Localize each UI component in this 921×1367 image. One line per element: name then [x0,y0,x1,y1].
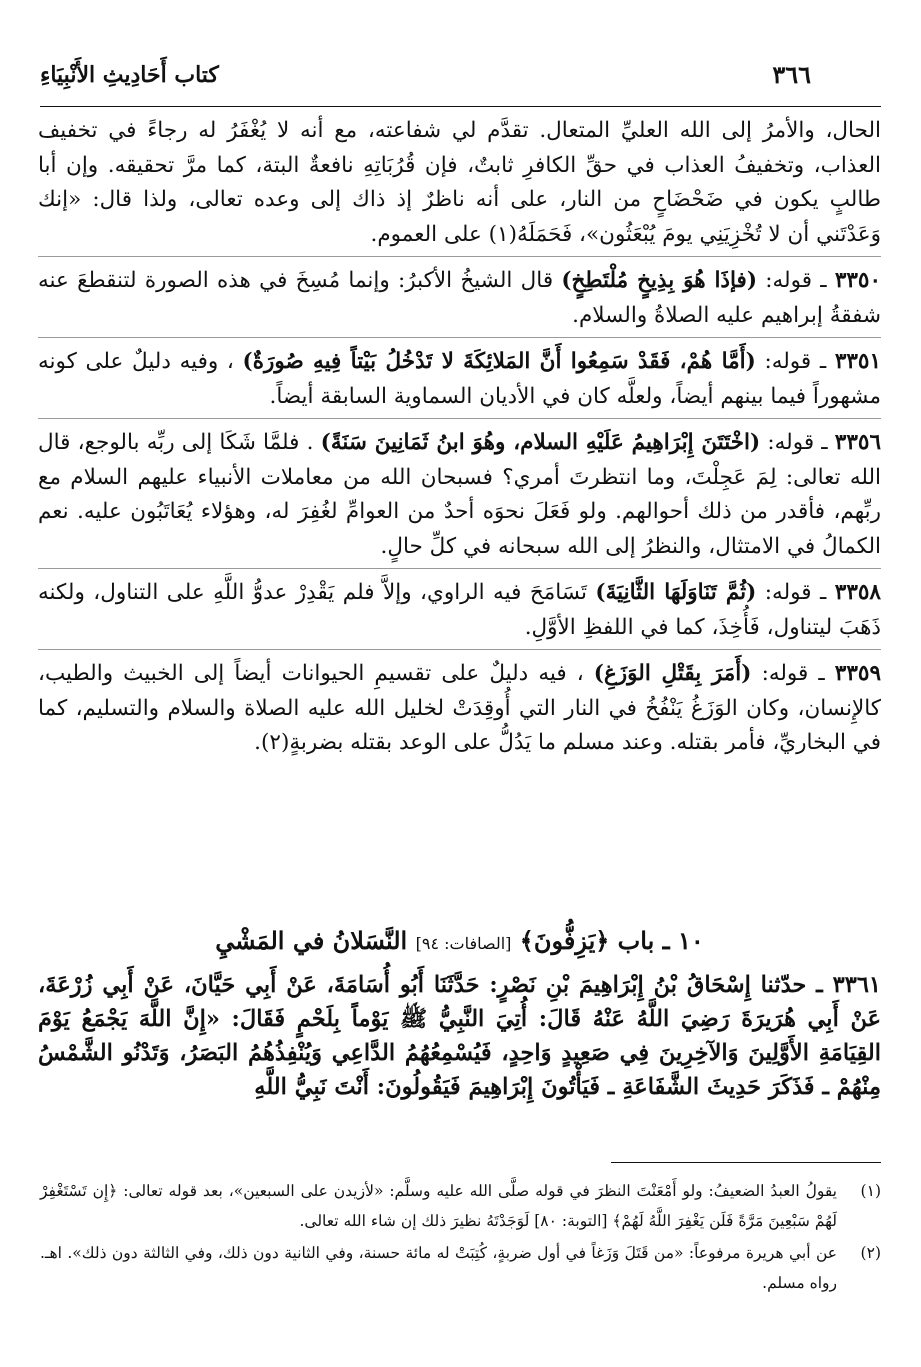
hadith-quote: (فإذَا هُوَ بِذِيخٍ مُلْتَطِخٍ) [561,268,758,293]
header-rule [40,106,881,107]
commentary-paragraph [38,337,881,414]
footnote-text: يقولُ العبدُ الضعيفُ: ولو أَمْعَنْتَ النظرَ في قوله صلَّى الله عليه وسلَّم: «لأزيدن على السبعين»، بعد قوله تعالى: ﴿إِن تَسْتَغْفِرْ لَهُمْ سَبْعِينَ مَرَّةً فَلَن يَغْفِرَ اللَّهُ لَهُمْ﴾ [التوبة: ٨٠] لَوَجَدْتَهُ نظيرَ ذلك إن شاء الله تعالى. [40,1182,837,1230]
commentary-paragraph [38,568,881,645]
footnote-text: عن أبي هريرة مرفوعاً: «من قَتَلَ وَزَغاً في أول ضربةٍ، كُتِبَتْ له مائة حسنة، وفي الثانية دون ذلك، وفي الثالثة دون ذلك». اهـ. رواه مسلم. [40,1244,837,1292]
hadith-quote: (اخْتَتَنَ إِبْرَاهِيمُ عَلَيْهِ السلام، وهُوَ ابنُ ثَمَانِينَ سَنَةً) [320,430,761,455]
quran-word: ﴿يَزِفُّونَ﴾ [519,926,610,955]
footnote-rule [611,1162,881,1163]
paragraph-number: ٣٣٥٠ [834,268,882,293]
paragraph-number: ٣٣٥١ [834,349,882,374]
chapter-title: النَّسَلانُ في المَشْيِ [215,926,408,955]
chapter-word: ـ باب [617,926,670,955]
paragraph-text: ، وفيه دليلٌ على كونه مشهوراً فيما بينهم أيضاً، ولعلَّه كان في الأديان السماوية السابقة أيضاً. [38,349,881,409]
quran-reference: [الصافات: ٩٤] [415,934,512,953]
footnote-marker: (٢) [860,1244,881,1262]
hadith-quote: (أَمَرَ بِقَتْلِ الوَزَغِ) [593,661,752,686]
hadith-quote: (ثُمَّ تَنَاوَلَهَا الثَّانِيَةَ) [595,580,757,605]
footnotes [40,1176,881,1300]
paragraph-text: قال الشيخُ الأكبرُ: وإنما مُسِخَ في هذه الصورة لتنقطعَ عنه شفقةُ إبراهيم عليه الصلاةُ والسلام. [38,268,881,328]
paragraph-number: ٣٣٥٩ [834,661,881,686]
chapter-number: ١٠ [678,926,704,955]
paragraph-label: ـ قوله: [767,430,828,455]
commentary-paragraph [38,256,881,333]
paragraph-text: ، فيه دليلٌ على تقسيمِ الحيوانات أيضاً إلى الخبيث والطيب، كالإِنسان، وكان الوَزَغُ يَنْفُخُ في النار التي أُوقِدَتْ لخليل الله عليه الصلاة والسلام والتسليم، كما في البخاريِّ، فأمر بقتله. وعند مسلم ما يَدُلُّ على الوعد بقتله بضربةٍ(٢). [38,661,881,755]
paragraph-text: تَسَامَحَ فيه الراوي، وإلاَّ فلم يَقْدِرْ عدوُّ اللَّهِ على التناول، ولكنه ذَهَبَ ليتناول، فَأُخِذَ، كما في اللفظِ الأوَّلِ. [38,580,881,640]
running-title: كتاب أَحَادِيثِ الأَنْبِيَاءِ [40,62,219,88]
footnote [40,1176,881,1236]
paragraph-label: ـ قوله: [761,661,825,686]
commentary-paragraph [38,649,881,761]
commentary-paragraph [38,418,881,564]
page-number: ٣٦٦ [772,60,811,89]
chapter-heading [38,918,881,964]
paragraph-text: . فلمَّا شَكَا إلى ربِّه بالوجع، قال الله تعالى: لِمَ عَجِلْتَ، وما انتظرتَ أمري؟ فسبحان الله من معاملات الأنبياء عليهم السلام مع ربِّهم، فأقدر من ذلك أحوالهم. ولو فَعَلَ نحوَه أحدٌ من العوامِّ لغُفِرَ له، وهؤلاء يُعَاتَبُون عليه. نعم الكمالُ في الامتثال، والنظرُ إلى الله سبحانه في كلِّ حالٍ. [38,430,881,559]
paragraph-number: ٣٣٥٦ [834,430,881,455]
footnote-marker: (١) [860,1182,881,1200]
hadith-text [38,968,881,1104]
commentary-body [38,114,881,761]
hadith-number: ٣٣٦١ [832,972,881,998]
commentary-paragraph [38,114,881,252]
hadith-quote: (أَمَّا هُمْ، فَقَدْ سَمِعُوا أَنَّ المَلائِكَةَ لا تَدْخُلُ بَيْتاً فِيهِ صُورَةٌ) [242,349,756,374]
paragraph-number: ٣٣٥٨ [834,580,881,605]
paragraph-label: ـ قوله: [764,349,827,374]
page-header [40,58,881,98]
footnote [40,1238,881,1298]
paragraph-label: ـ قوله: [765,268,827,293]
hadith-body: ـ حدّثنا إِسْحَاقُ بْنُ إِبْرَاهِيمَ بْنِ نَصْرٍ: حَدَّثَنَا أَبُو أُسَامَةَ، عَنْ أَبِي حَيَّانَ، عَنْ أَبِي زُرْعَةَ، عَنْ أَبِي هُرَيرَةَ رَضِيَ اللَّهُ عَنْهُ قَالَ: أُتِيَ النَّبِيُّ ﷺ يَوْماً بِلَحْمٍ فَقَالَ: «إِنَّ اللَّهَ يَجْمَعُ يَوْمَ القِيَامَةِ الأَوَّلِينَ وَالآخِرِينَ فِي صَعِيدٍ وَاحِدٍ، فَيُسْمِعُهُمُ الدَّاعِي وَيُنْفِذُهُمُ البَصَرُ، وَتَدْنُو الشَّمْسُ مِنْهُمْ ـ فَذَكَرَ حَدِيثَ الشَّفَاعَةِ ـ فَيَأْتُونَ إِبْرَاهِيمَ فَيَقُولُونَ: أَنْتَ نَبِيُّ اللَّهِ [38,972,881,1100]
paragraph-label: ـ قوله: [764,580,827,605]
paragraph-text: الحال، والأمرُ إلى الله العليِّ المتعال. تقدَّم لي شفاعته، مع أنه لا يُغْفَرُ له رجاءً في تخفيف العذاب، وتخفيفُ العذاب في حقِّ الكافرِ ثابتٌ، فإن قُرُبَاتِهِ نافعةٌ البتة، كما مرَّ تحقيقه. وإن أبا طالبٍ يكون في ضَحْضَاحٍ من النار، على أنه ناظرٌ إذ ذاك إلى وعده تعالى، ولذا قال: «إنك وَعَدْتَني أن لا تُخْزِيَنِي يومَ يُبْعَثُون»، فَحَمَلَهُ(١) على العموم. [38,118,881,247]
